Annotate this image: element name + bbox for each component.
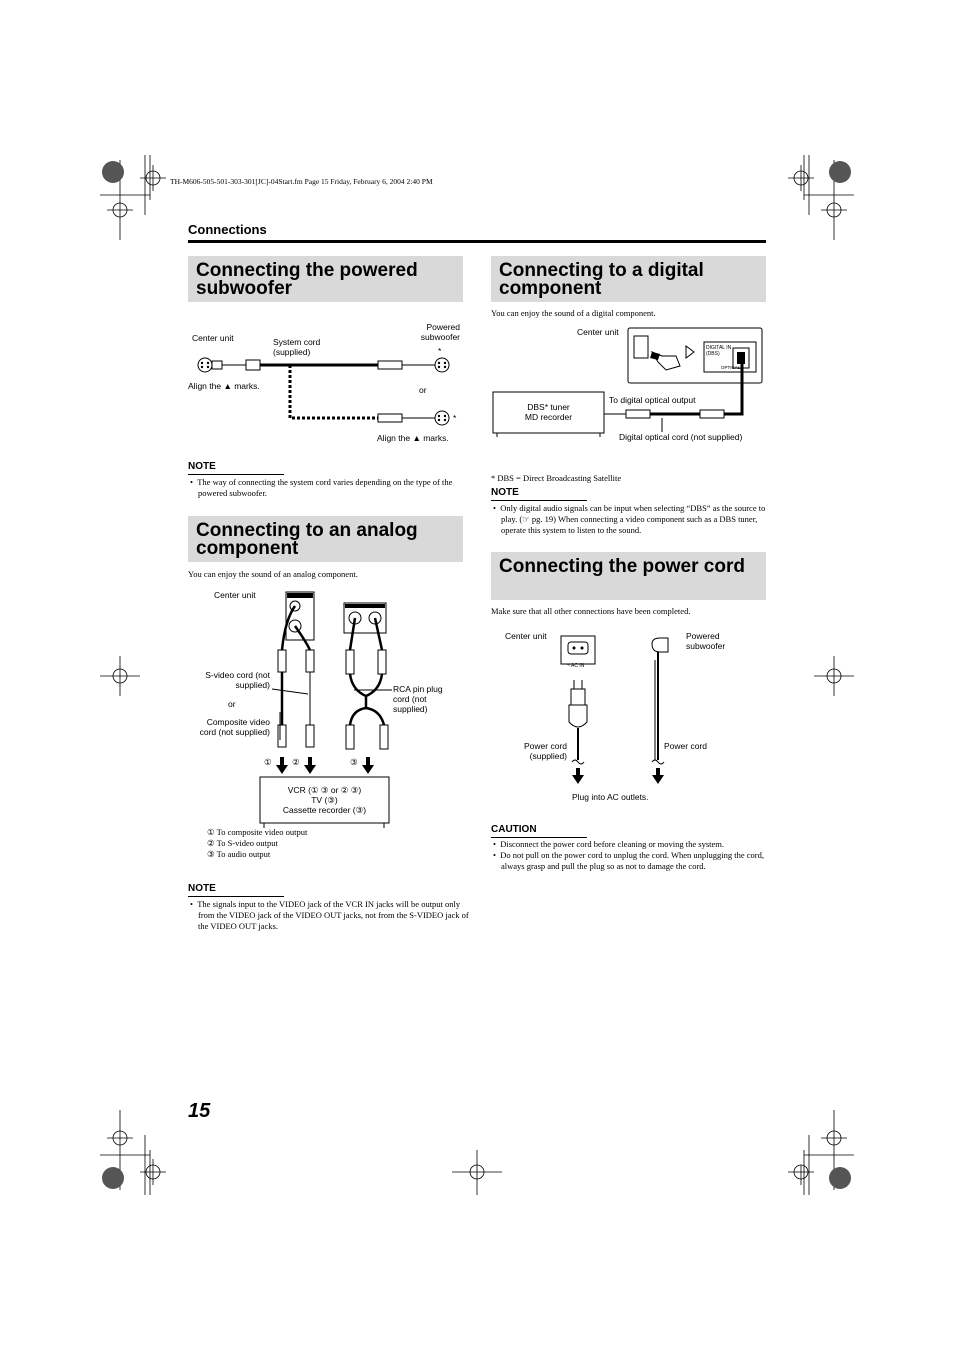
system-cord-label: System cord (supplied) bbox=[273, 337, 321, 357]
dbs-footnote: * DBS = Direct Broadcasting Satellite bbox=[491, 473, 622, 483]
page-number: 15 bbox=[188, 1100, 211, 1122]
caution-text: Do not pull on the power cord to unplug the cord. When unplugging the cord, always grasp and pull the plug so as not to damage the cord. bbox=[500, 850, 764, 871]
caution-item: • Do not pull on the power cord to unplug the cord. When unplugging the cord, always grasp and pull the plug so as not to damage the cord. bbox=[493, 850, 764, 871]
power-cord-supplied-label: Power cord (supplied) bbox=[524, 741, 567, 761]
caution-underline bbox=[491, 837, 587, 838]
marker-3: ③ bbox=[350, 757, 358, 767]
power-subwoofer-label: Powered subwoofer bbox=[686, 631, 726, 651]
power-center-unit-label: Center unit bbox=[505, 631, 547, 641]
analog-title: Connecting to an analog component bbox=[188, 516, 463, 562]
subwoofer-title: Connecting the powered subwoofer bbox=[188, 256, 463, 302]
sub-center-unit-label: Center unit bbox=[192, 333, 234, 343]
or-label: or bbox=[419, 385, 427, 395]
cassette-label: Cassette recorder (③) bbox=[282, 805, 367, 815]
to-optical-output-label: To digital optical output bbox=[609, 395, 696, 405]
align-marks-left: Align the ▲ marks. bbox=[188, 381, 260, 391]
caution-item: • Disconnect the power cord before cleaning or moving the system. bbox=[493, 839, 724, 849]
legend-item: ① To composite video output bbox=[207, 827, 308, 837]
md-recorder-label: MD recorder bbox=[524, 412, 573, 422]
marker-2: ② bbox=[292, 757, 300, 767]
subwoofer-note-heading: NOTE bbox=[188, 461, 216, 472]
digital-center-unit-label: Center unit bbox=[577, 327, 619, 337]
subwoofer-note: • The way of connecting the system cord varies depending on the type of the powered subwoofer. bbox=[190, 477, 453, 498]
analog-intro: You can enjoy the sound of an analog component. bbox=[188, 569, 358, 579]
analog-or-label: or bbox=[228, 699, 236, 709]
caution-heading: CAUTION bbox=[491, 824, 537, 835]
power-title: Connecting the power cord bbox=[491, 552, 766, 600]
analog-note-text: The signals input to the VIDEO jack of the VCR IN jacks will be output only from the VIDEO jack of the VIDEO OUT jacks, not from the S-VIDEO jack of the VIDEO OUT jacks. bbox=[197, 899, 469, 931]
optical-label: OPTICAL bbox=[721, 365, 741, 370]
marker-1: ① bbox=[264, 757, 272, 767]
plug-into-label: Plug into AC outlets. bbox=[572, 792, 649, 802]
caution-text: Disconnect the power cord before cleaning or moving the system. bbox=[500, 839, 724, 849]
powered-subwoofer-label: Powered subwoofer bbox=[420, 322, 460, 342]
align-marks-right: Align the ▲ marks. bbox=[377, 433, 449, 443]
legend-item: ② To S-video output bbox=[207, 838, 278, 848]
digital-intro: You can enjoy the sound of a digital component. bbox=[491, 308, 656, 318]
composite-cord-label: Composite video cord (not supplied) bbox=[199, 717, 270, 737]
svideo-cord-label: S-video cord (not supplied) bbox=[205, 670, 270, 690]
star-mark-2: * bbox=[453, 413, 457, 423]
digital-note: • Only digital audio signals can be input when selecting “DBS” as the source to play. (☞ pg. 19) When connecting a video component such as a DBS tuner, operate this system to listen to the sound. bbox=[493, 503, 766, 535]
ac-in-label: ~ AC IN bbox=[567, 663, 585, 669]
digital-note-text: Only digital audio signals can be input when selecting “DBS” as the source to play. (☞ pg. 19) When connecting a video component such as a DBS tuner, operate this system to listen to the sound. bbox=[500, 503, 766, 535]
power-intro: Make sure that all other connections have been completed. bbox=[491, 606, 691, 616]
digital-note-heading: NOTE bbox=[491, 487, 519, 498]
rca-cord-label: RCA pin plug cord (not supplied) bbox=[393, 684, 443, 714]
caution-list bbox=[491, 839, 768, 872]
analog-note: • The signals input to the VIDEO jack of the VCR IN jacks will be output only from the VIDEO jack of the VIDEO OUT jacks, not from the S-VIDEO jack of the VIDEO OUT jacks. bbox=[190, 899, 469, 931]
subwoofer-note-text: The way of connecting the system cord varies depending on the type of the powered subwoofer. bbox=[197, 477, 453, 498]
file-info: TH-M606-505-501-303-301[JC]-04Start.fm Page 15 Friday, February 6, 2004 2:40 PM bbox=[170, 177, 433, 186]
analog-note-heading: NOTE bbox=[188, 883, 216, 894]
vcr-label: VCR (① ③ or ② ③) bbox=[287, 785, 362, 795]
tv-label: TV (③) bbox=[311, 795, 338, 805]
dbs-tuner-label: DBS* tuner bbox=[527, 402, 570, 412]
digital-in-label: DIGITAL IN (DBS) bbox=[706, 345, 732, 357]
optical-cord-label: Digital optical cord (not supplied) bbox=[619, 432, 743, 442]
section-label: Connections bbox=[188, 222, 267, 237]
analog-center-unit-label: Center unit bbox=[214, 590, 256, 600]
star-mark-1: * bbox=[438, 346, 442, 356]
power-cord-label: Power cord bbox=[664, 741, 707, 751]
digital-title: Connecting to a digital component bbox=[491, 256, 766, 302]
legend-item: ③ To audio output bbox=[207, 849, 271, 859]
